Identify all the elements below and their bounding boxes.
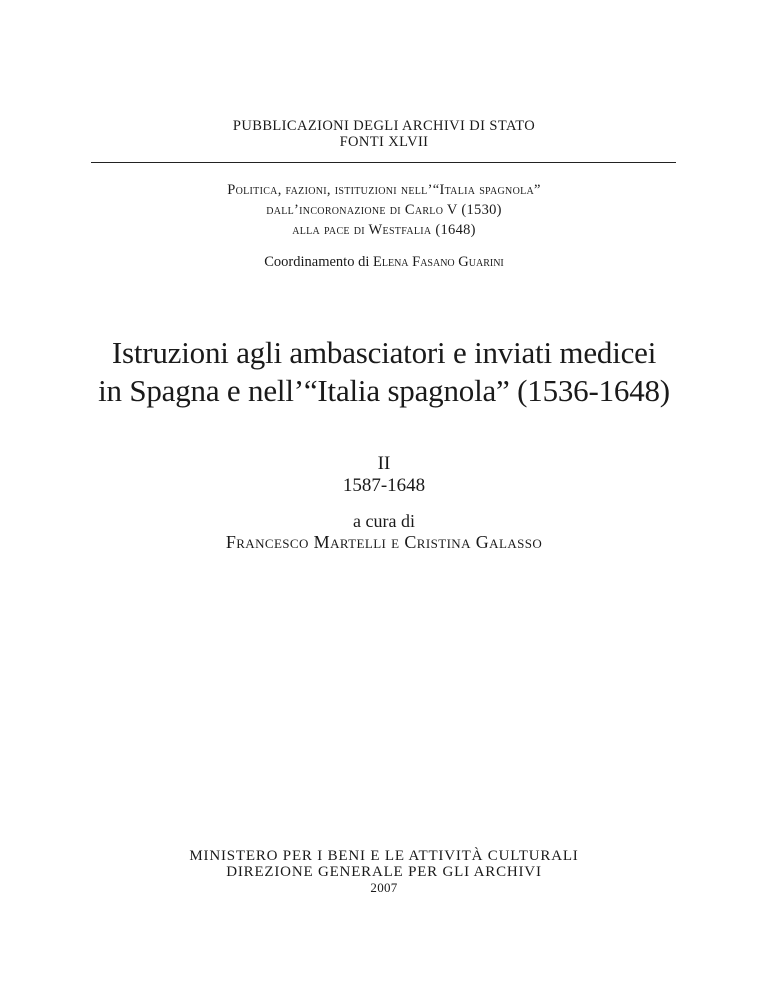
subseries-line-1: Politica, fazioni, istituzioni nell’“Italia spagnola” xyxy=(227,182,541,198)
subseries-line-2: dall’incoronazione di Carlo V (1530) xyxy=(266,202,502,218)
title-line-1: Istruzioni agli ambasciatori e inviati medicei xyxy=(111,335,657,370)
volume-info xyxy=(0,453,768,497)
publisher-directorate: DIREZIONE GENERALE PER GLI ARCHIVI xyxy=(226,864,542,880)
publisher-block xyxy=(0,848,768,896)
subseries-heading xyxy=(0,180,768,240)
divider-rule xyxy=(91,162,676,163)
editors-credit xyxy=(0,511,768,553)
coordinator-name: Elena Fasano Guarini xyxy=(373,254,504,270)
title-line-2: in Spagna e nell’“Italia spagnola” (1536-1648) xyxy=(98,373,670,408)
series-name: PUBBLICAZIONI DEGLI ARCHIVI DI STATO xyxy=(232,118,536,134)
coordination-credit xyxy=(0,253,768,271)
publisher-ministry: MINISTERO PER I BENI E LE ATTIVITÀ CULTURALI xyxy=(189,848,579,864)
publication-year: 2007 xyxy=(370,880,398,895)
series-heading xyxy=(0,118,768,150)
subseries-line-3: alla pace di Westfalia (1648) xyxy=(292,222,476,238)
book-title xyxy=(0,334,768,410)
series-number: FONTI XLVII xyxy=(339,134,429,150)
editors-names: Francesco Martelli e Cristina Galasso xyxy=(225,532,543,552)
volume-number: II xyxy=(377,453,391,474)
editors-prefix: a cura di xyxy=(353,511,415,531)
coordination-prefix: Coordinamento di xyxy=(264,254,370,270)
volume-years: 1587-1648 xyxy=(342,475,426,496)
